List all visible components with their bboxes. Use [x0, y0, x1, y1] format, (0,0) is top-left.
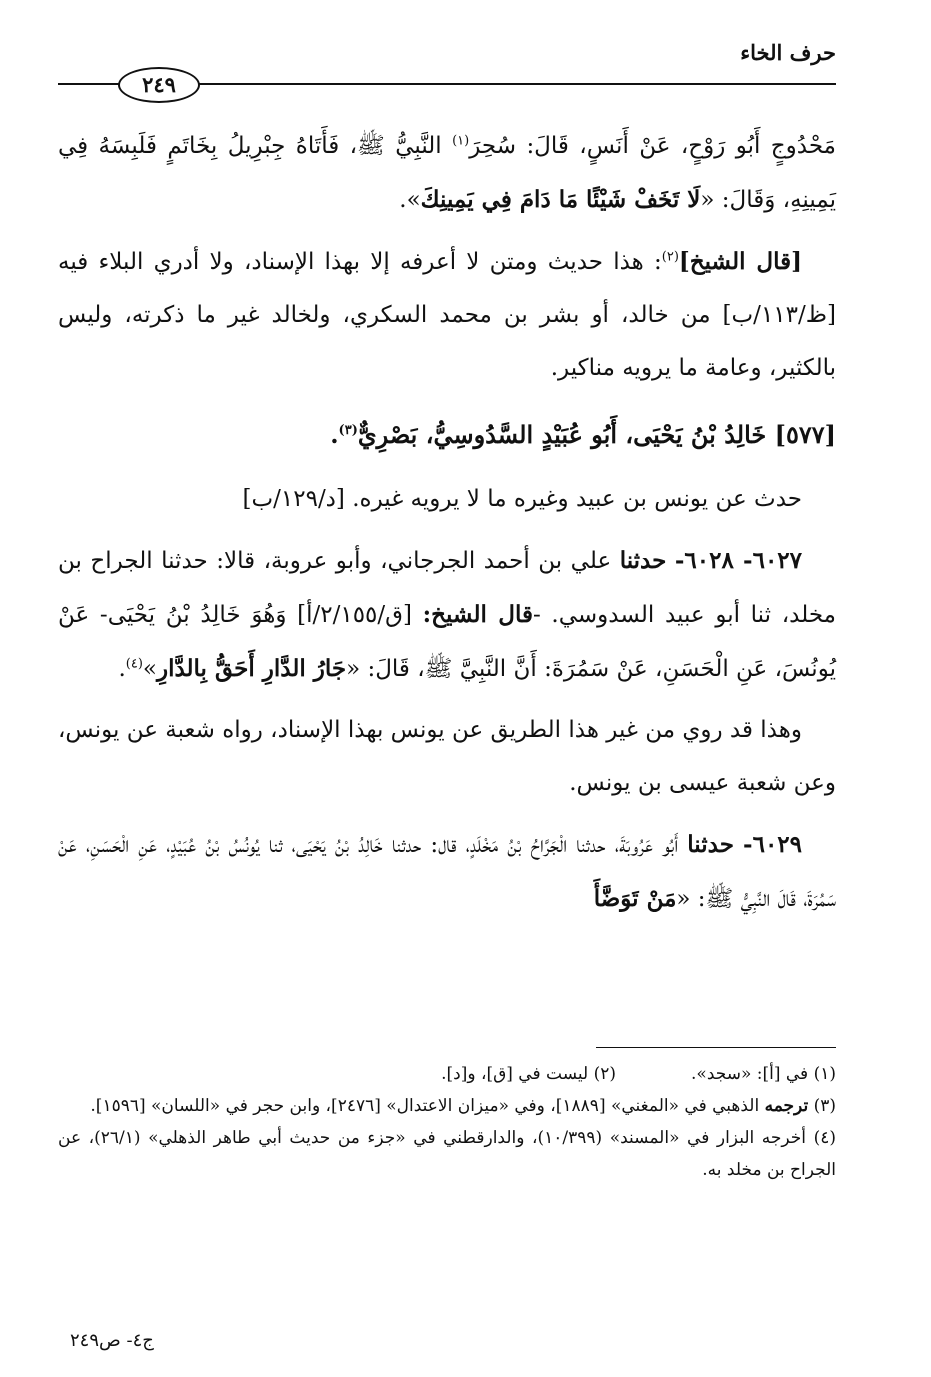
hadith-6027: ٦٠٢٧- ٦٠٢٨- حدثنا علي بن أحمد الجرجاني، وأبو عروبة، قالا: حدثنا الجراح بن مخلد، ثنا أبو عبيد السدوسي. -قال الشيخ: [ق/٢/١٥٥/أ] وَهُوَ خَالِدُ بْنُ يَحْيَى- عَنْ يُونُسَ، عَنِ الْحَسَنِ، عَنْ سَمُرَةَ: أَنَّ النَّبِيَّ ﷺ، قَالَ: «جَارُ الدَّارِ أَحَقُّ بِالدَّارِ»$^{(٤)}$.: [58, 547, 836, 682]
chapter-title: حرف الخاء: [740, 40, 836, 65]
footnotes: [58, 1058, 836, 1186]
footnote-2: (٢) ليست في [ق]، و[د].: [441, 1064, 616, 1084]
footnote-ref-1: (١): [452, 133, 470, 149]
footnote-rule: [596, 1047, 836, 1048]
footnote-ref-4: (٤): [125, 656, 143, 672]
page-number-badge: ٢٤٩: [118, 67, 200, 103]
hadith-6029: ٦٠٢٩- حدثنا أَبُو عَرُوبَةَ، حدثنا الْجَرَّاحُ بْنُ مَخْلَدٍ، قال: حدثنا خَالِدُ بْنُ يَحْيَى، ثنا يُونُسُ بْنُ عُبَيْدٍ، عَنِ الْحَسَنِ، عَنْ سَمُرَةَ، قَالَ النَّبِيُّ ﷺ: «مَنْ تَوَضَّأَ: [58, 831, 836, 912]
footnote-ref-2: (٢): [661, 249, 679, 265]
footnote-3: (٣) ترجمه الذهبي في «المغني» [١٨٨٩]، وفي «ميزان الاعتدال» [٢٤٧٦]، وابن حجر في «اللسان» [١٥٩٦].: [90, 1096, 836, 1116]
footnote-1: (١) في [أ]: «سجد».: [691, 1064, 836, 1084]
footnote-4: (٤) أخرجه البزار في «المسند» (١٠/٣٩٩)، والدارقطني في «جزء من حديث أبي طاهر الذهلي» (٢٦/١)، عن الجراح بن مخلد به.: [58, 1128, 836, 1180]
main-text: [58, 120, 836, 926]
hadith-matn: لَا تَخَفْ شَيْئًا مَا دَامَ فِي يَمِينِكَ: [420, 186, 701, 213]
entry-heading: [٥٧٧] خَالِدُ بْنُ يَحْيَى، أَبُو عُبَيْدٍ السَّدُوسِيُّ، بَصْرِيٌّ$^{(٣)}$.: [330, 420, 836, 449]
volume-page-reference: ج٤- ص٢٤٩: [70, 1330, 154, 1351]
hadith-continuation: مَحْدُوجٍ أَبُو رَوْحٍ، عَنْ أَنَسٍ، قَالَ: سُحِرَ$^{(١)}$ النَّبِيُّ ﷺ، فَأَتَاهُ جِبْرِيلُ بِخَاتَمٍ فَلَبِسَهُ فِي يَمِينِهِ، وَقَالَ: «لَا تَخَفْ شَيْئًا مَا دَامَ فِي يَمِينِكَ».: [58, 133, 836, 213]
sheikh-comment: [قال الشيخ]$^{(٢)}$: هذا حديث ومتن لا أعرفه إلا بهذا الإسناد، ولا أدري البلاء فيه [ظ/١١٣/ب] من خالد، أو بشر بن محمد السكري، ولخالد غير ما ذكرته، وليس بالكثير، وعامة ما يرويه مناكير.: [58, 248, 836, 381]
footnote-ref-3: (٣): [338, 423, 358, 438]
narration-note: وهذا قد روي من غير هذا الطريق عن يونس بهذا الإسناد، رواه شعبة عن يونس، وعن شعبة عيسى بن يونس.: [57, 717, 836, 796]
entry-description: حدث عن يونس بن عبيد وغيره ما لا يرويه غيره. [د/١٢٩/ب]: [242, 486, 802, 512]
